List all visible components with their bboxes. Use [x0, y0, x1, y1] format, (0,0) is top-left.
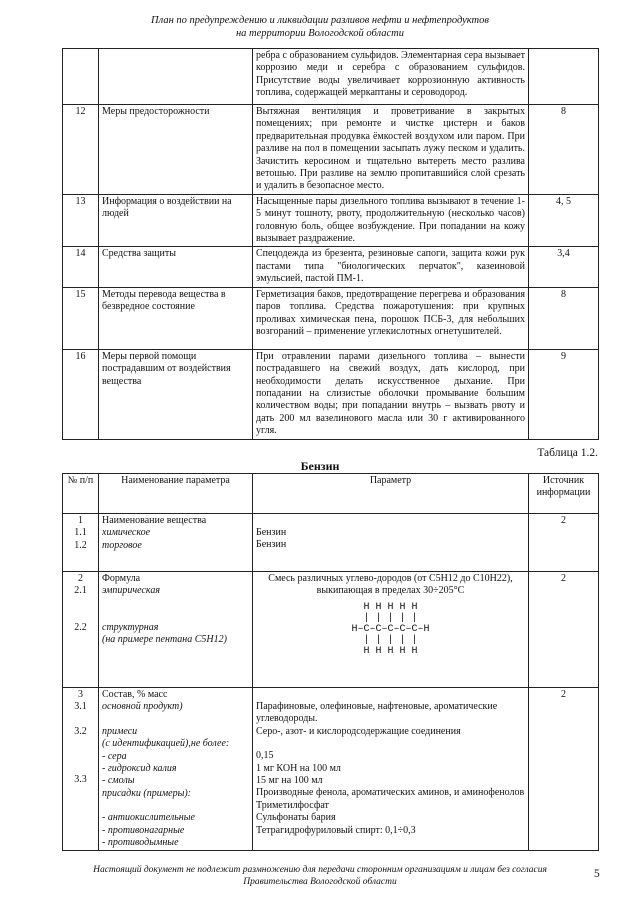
row-name: примеси	[102, 725, 138, 737]
row-values	[253, 688, 529, 851]
row-names	[99, 688, 253, 851]
structure-line: | | | | |	[363, 612, 418, 624]
empirical-formula: Смесь различных углево-дородов (от C5H12 до C10H22), выкипающая в пределах 30÷205°С	[268, 573, 513, 597]
row-number: 16	[63, 349, 99, 439]
row-name: (на примере пентана C5H12)	[102, 634, 227, 646]
row-value: Тетрагидрофуриловый спирт: 0,1÷0,3	[256, 824, 416, 836]
row-text: При отравлении парами дизельного топлива – вынести пострадавшего на свежий воздух, дать кислород, при необходимости делать искусственное дыхание. При попадании на слизистые оболочки промывание большим количеством воды; при попадании внутрь – вызвать рвоту и дать 200 мл вазелинового масла или 30 г активированного угля.	[253, 349, 529, 439]
row-names	[99, 514, 253, 572]
table-row	[63, 349, 599, 439]
row-value: 1 мг КОН на 100 мл	[256, 762, 341, 774]
structure-line: H H H H H	[363, 601, 418, 613]
spacer	[102, 714, 249, 726]
row-name: - гидроксид калия	[102, 763, 177, 775]
row-name: эмпирическая	[102, 585, 161, 597]
spacer	[66, 714, 95, 726]
header-number: № п/п	[63, 474, 99, 514]
row-name: - антиокислительные	[102, 812, 195, 824]
row-number: 1.2	[74, 539, 87, 551]
row-number: 14	[63, 247, 99, 287]
table-gasoline	[62, 473, 599, 851]
row-name: Методы перевода вещества в безвредное состояние	[99, 287, 253, 349]
row-number: 3.1	[74, 701, 87, 713]
row-number: 15	[63, 287, 99, 349]
row-number: 3.2	[74, 725, 87, 737]
structural-formula	[256, 602, 525, 657]
row-name: Меры предосторожности	[99, 105, 253, 195]
spacer	[66, 762, 95, 774]
row-number: 2.2	[74, 621, 87, 633]
spacer	[102, 598, 249, 610]
header-line-2: на территории Вологодской области	[235, 28, 405, 39]
row-text: Спецодежда из брезента, резиновые сапоги, защита кожи рук пастами типа "биологических перчаток", казеиновой эмульсией, пастой ПМ-1.	[253, 247, 529, 287]
row-value: Триметилфосфат	[256, 799, 329, 811]
row-name: основной продукт)	[102, 701, 183, 713]
row-value: Сульфонаты бария	[256, 812, 336, 824]
row-source: 2	[529, 688, 599, 851]
row-number: 3	[78, 689, 83, 700]
row-numbers	[63, 572, 99, 688]
row-name: - противодымные	[102, 837, 179, 849]
row-value: Бензин	[256, 527, 287, 538]
row-name: Средства защиты	[99, 247, 253, 287]
row-number: 2.1	[74, 585, 87, 597]
row-value: 15 мг на 100 мл	[256, 775, 323, 787]
table-row	[63, 105, 599, 195]
row-values	[253, 514, 529, 572]
table-row	[63, 688, 599, 851]
table-title: Бензин	[300, 459, 340, 473]
spacer	[256, 515, 525, 527]
row-value: Серо-, азот- и кислородсодержащие соединения	[256, 725, 461, 737]
row-numbers	[63, 514, 99, 572]
row-source: 8	[529, 287, 599, 349]
table-row	[63, 49, 599, 105]
row-text: Герметизация баков, предотвращение перегрева и образования паров топлива. Средства пожаротушения: при крупных проливах химическая пена, порошок ПСБ-3, для небольших возгораний – применение углекислотных огнетушителей.	[253, 287, 529, 349]
row-source: 9	[529, 349, 599, 439]
row-name: Формула	[102, 573, 141, 584]
row-source	[529, 49, 599, 105]
row-number: 13	[63, 194, 99, 247]
row-value: 0,15	[256, 750, 274, 762]
row-names	[99, 572, 253, 688]
row-name: присадки (примеры):	[102, 787, 191, 799]
header-line-1: План по предупреждению и ликвидации разливов нефти и нефтепродуктов	[151, 15, 489, 26]
row-source: 2	[529, 572, 599, 688]
row-number: 12	[63, 105, 99, 195]
row-source: 2	[529, 514, 599, 572]
row-name	[99, 49, 253, 105]
row-name: структурная	[102, 621, 159, 633]
page-number: 5	[594, 868, 600, 880]
row-name: - сера	[102, 750, 127, 762]
spacer	[256, 738, 525, 750]
table-row	[63, 287, 599, 349]
header-parameter: Параметр	[253, 474, 529, 514]
row-name: - противонагарные	[102, 824, 185, 836]
row-name: Наименование вещества	[102, 515, 207, 526]
row-name: Состав, % масс	[102, 689, 168, 700]
row-name: - смолы	[102, 775, 135, 787]
table-caption: Таблица 1.2.	[537, 447, 598, 459]
spacer	[102, 610, 249, 622]
structure-line: | | | | |	[363, 634, 418, 646]
table-row	[63, 572, 599, 688]
row-name: торговое	[102, 539, 142, 551]
spacer	[66, 610, 95, 622]
row-text: Насыщенные пары дизельного топлива вызывают в течение 1-5 минут тошноту, рвоту, продолжительную (несколько часов) головную боль, общее возбуждение. При попадании на кожу вызывает раздражение.	[253, 194, 529, 247]
row-value: Бензин	[256, 539, 287, 551]
row-name: Информация о воздействии на людей	[99, 194, 253, 247]
table-row	[63, 247, 599, 287]
row-name: химическое	[102, 527, 151, 539]
row-text: ребра с образованием сульфидов. Элементарная сера вызывает коррозию меди и серебра с образованием сульфидов. Присутствие воды увеличивает коррозионную активность топлива, содержащей меркаптаны и сероводород.	[253, 49, 529, 105]
spacer	[256, 689, 525, 701]
row-numbers	[63, 688, 99, 851]
table-row	[63, 194, 599, 247]
row-number: 3.3	[74, 774, 87, 786]
row-number: 2	[78, 573, 83, 584]
row-value: Производные фенола, ароматических аминов, и аминофенолов	[256, 787, 525, 799]
row-source: 3,4	[529, 247, 599, 287]
spacer	[66, 738, 95, 750]
row-number: 1	[78, 515, 83, 526]
structure-line: H–C–C–C–C–C–H	[351, 623, 430, 635]
row-source: 8	[529, 105, 599, 195]
header-name: Наименование параметра	[99, 474, 253, 514]
row-source: 4, 5	[529, 194, 599, 247]
table-header-row	[63, 474, 599, 514]
row-value: Парафиновые, олефиновые, нафтеновые, ароматические углеводороды.	[256, 701, 498, 725]
structure-line: H H H H H	[363, 645, 418, 657]
page-header	[0, 14, 640, 40]
spacer	[102, 800, 249, 812]
header-source: Источник информации	[529, 474, 599, 514]
row-name: Меры первой помощи пострадавшим от воздействия вещества	[99, 349, 253, 439]
row-number: 1.1	[74, 527, 87, 539]
row-values	[253, 572, 529, 688]
table-diesel-continued	[62, 48, 599, 440]
spacer	[66, 598, 95, 610]
row-text: Вытяжная вентиляция и проветривание в закрытых помещениях; при ремонте и чистке цистерн и баков предварительная продувка ёмкостей воздухом или паром. При разливе на пол в помещении засыпать лужу песком и удалить. Зачистить керосином и тщательно вытереть место разлива ветошью. При разливе на землю пропитавшийся слой срезать и удалить в безопасное место.	[253, 105, 529, 195]
row-number	[63, 49, 99, 105]
spacer	[66, 750, 95, 762]
table-row	[63, 514, 599, 572]
row-name: (с идентификацией),не более:	[102, 738, 230, 750]
footer-notice: Настоящий документ не подлежит размножению для передачи сторонним организациям и лицам без согласия Правительства Вологодской области	[93, 865, 547, 887]
